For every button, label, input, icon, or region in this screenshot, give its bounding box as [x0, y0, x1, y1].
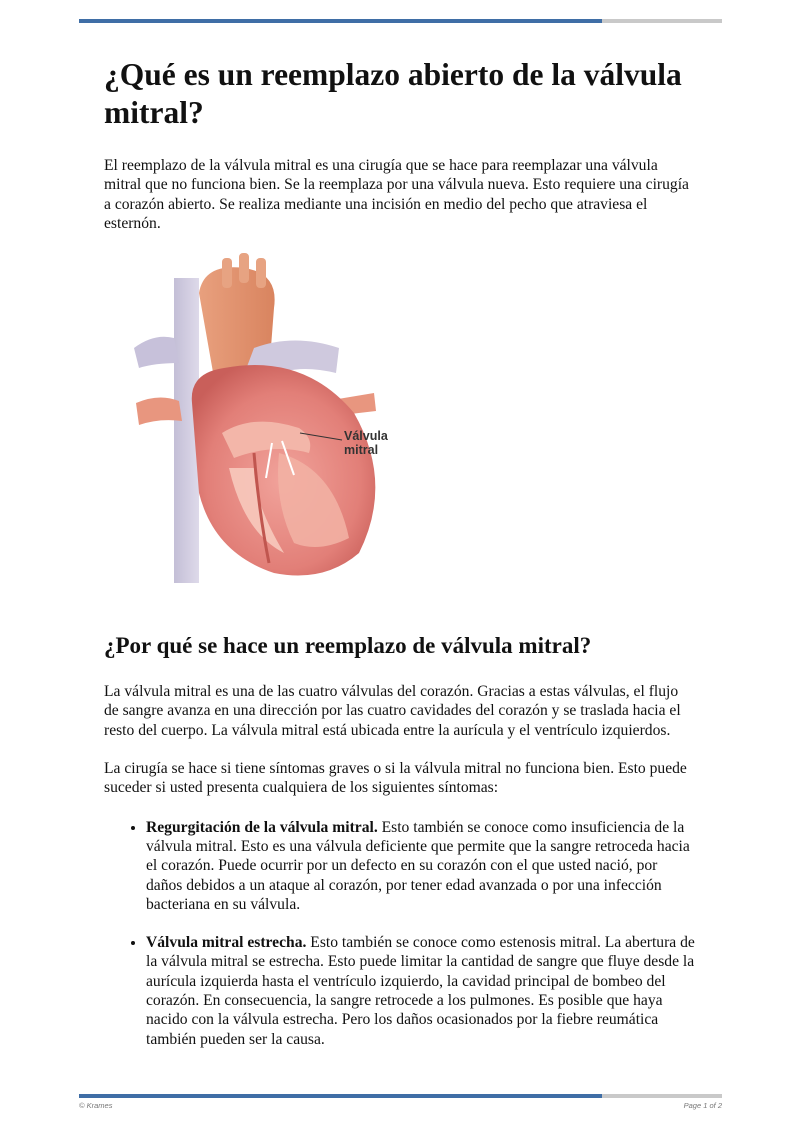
document-body — [104, 56, 696, 1068]
intro-paragraph: El reemplazo de la válvula mitral es una cirugía que se hace para reemplazar una válvula mitral que no funciona bien. Se la reemplaza por una válvula nueva. Esto requiere una cirugía a corazón abierto. Se realiza mediante una incisión en medio del pecho que atraviesa el esternón. — [104, 157, 689, 232]
footer-copyright: © Krames — [79, 1101, 113, 1110]
list-item-term: Regurgitación de la válvula mitral. — [146, 818, 378, 836]
footer-page-number: Page 1 of 2 — [683, 1101, 722, 1110]
symptom-list — [104, 818, 696, 1049]
list-item-text: Esto también se conoce como insuficiencia de la válvula mitral. Esto es una válvula deficiente que permite que la sangre retroceda hacia el corazón. Puede ocurrir por un defecto en su corazón con el que usted nació, por daños debidos a un ataque al corazón, por tener edad avanzada o por una infección bacteriana en su válvula. — [146, 818, 690, 913]
page-title: ¿Qué es un reemplazo abierto de la válvula mitral? — [104, 57, 682, 130]
body-paragraph-1: La válvula mitral es una de las cuatro válvulas del corazón. Gracias a estas válvulas, el flujo de sangre avanza en una dirección por las cuatro cavidades del corazón y se traslada hacia el resto del cuerpo. La válvula mitral está ubicada entre la aurícula y el ventrículo izquierdos. — [104, 683, 681, 739]
top-progress-bar — [79, 19, 722, 23]
top-progress-fill — [79, 19, 602, 23]
valve-label-line2: mitral — [344, 443, 379, 458]
bottom-progress-fill — [79, 1094, 602, 1098]
valve-label-line1: Válvula — [344, 429, 388, 444]
bottom-progress-bar — [79, 1094, 722, 1098]
body-paragraph-2: La cirugía se hace si tiene síntomas graves o si la válvula mitral no funciona bien. Esto puede suceder si usted presenta cualquiera de los siguientes síntomas: — [104, 760, 687, 797]
heart-illustration — [104, 253, 424, 608]
heart-diagram — [104, 253, 424, 608]
list-item — [146, 933, 696, 1049]
list-item — [146, 818, 696, 914]
list-item-term: Válvula mitral estrecha. — [146, 934, 307, 952]
list-item-text: Esto también se conoce como estenosis mitral. La abertura de la válvula mitral se estrecha. Esto puede limitar la cantidad de sangre que fluye desde la aurícula izquierda hasta el ventrículo izquierdo, la cavidad principal de bombeo del corazón. En consecuencia, la sangre retrocede a los pulmones. Es posible que haya nacido con la válvula estrecha. Pero los daños ocasionados por la fiebre reumática también pueden ser la causa. — [146, 934, 695, 1048]
section-heading: ¿Por qué se hace un reemplazo de válvula mitral? — [104, 633, 592, 659]
